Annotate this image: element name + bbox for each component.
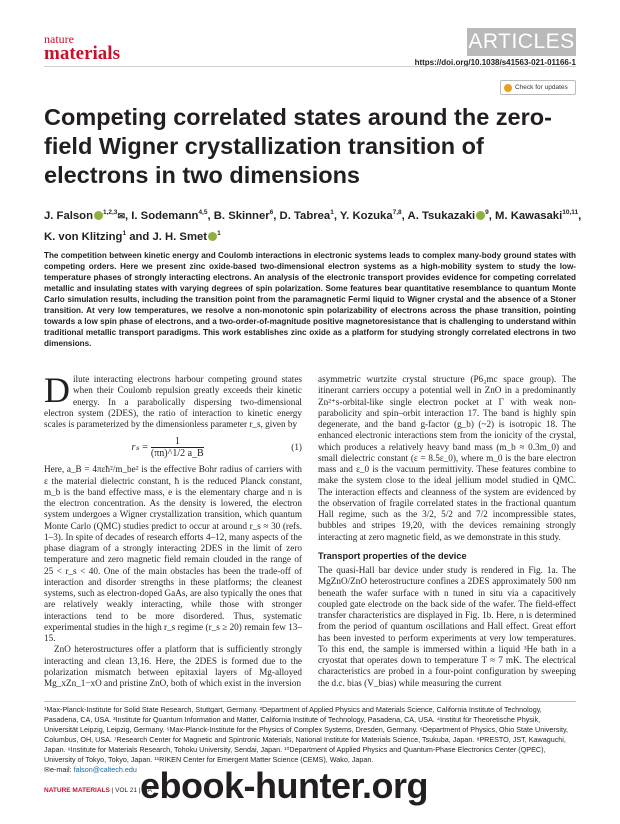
orcid-icon[interactable] [476, 211, 485, 220]
author[interactable]: , A. Tsukazaki [401, 209, 476, 222]
affiliation-sup: 1 [217, 229, 221, 237]
check-updates-icon [504, 84, 512, 92]
email-link[interactable]: falson@caltech.edu [73, 765, 137, 774]
journal-logo [44, 33, 120, 63]
check-updates-button[interactable] [500, 80, 576, 95]
check-updates-label: Check for updates [515, 84, 568, 91]
footer-volume: | VOL 21 | MA [111, 787, 153, 794]
intro-text: ilute interacting electrons harbour competing ground states when their Coulomb repulsion greatly exceeds their kinetic energy. In a parabolically dispersing two-dimensional electron system (2DES), the ratio of interaction to kinetic energy scales is parameterized by the dimensionless parameter r_s, given by [44, 374, 302, 429]
body-paragraph: ZnO heterostructures offer a platform that is sufficiently strongly interacting and clean 13,16. Here, the 2DES is formed due to the polarization mismatch between epitaxial layers of Mg-alloyed Mg_xZn_1−xO and pristine ZnO, both of which exist in the inversion [44, 644, 302, 688]
equation-denominator: (πn)^1/2 a_B [150, 447, 204, 459]
author[interactable]: , Y. Kozuka [333, 209, 393, 222]
author[interactable]: , D. Tabrea [273, 209, 331, 222]
equation-label: (1) [291, 441, 302, 452]
section-heading: Transport properties of the device [318, 550, 467, 561]
author[interactable]: , M. Kawasaki [488, 209, 563, 222]
journal-name-line1: nature [44, 32, 74, 46]
body-paragraph: Here, a_B = 4πεħ²/m_be² is the effective Bohr radius of carriers with ε the material dielectric constant, ħ is the reduced Planck constant, m_b is the band effective mass, e is the elementary charge and n is the electron concentration. As the density is lowered, the electron system undergoes a Wigner crystallization transition, which quantum Monte Carlo (QMC) studies predict to occur at around r_s ≈ 30 (refs. 1–3). In spite of decades of research efforts 4–12, many aspects of the phase diagram of a strongly interacting 2DES in the limit of zero temperature and zero magnetic field remain clouded in the range of 25 < r_s < 40. One of the main obstacles has been the trade-off of interaction and disorder strengths in these platforms; the cleanest systems, such as electron-doped GaAs, are also typically the ones that are relatively weakly interacting, while those with stronger interactions tend to be more disordered. Thus, systematic experimental studies in the high r_s regime (r_s ≥ 20) remain few 13–15. [44, 464, 302, 643]
footnote-rule [44, 701, 576, 702]
affiliation-sup: 1 [122, 229, 127, 237]
equation-body [44, 436, 291, 459]
equation-fraction [151, 436, 204, 459]
affiliation-sup: 1,2,3 [102, 209, 118, 216]
drop-cap: D [44, 370, 70, 410]
mail-icon[interactable]: ✉ [117, 210, 125, 221]
article-title: Competing correlated states around the zero-field Wigner crystallization transition of electrons in two dimensions [44, 104, 552, 188]
author[interactable]: , I. Sodemann [124, 209, 199, 222]
affiliation-sup: 7,8 [392, 209, 402, 216]
equation-1 [44, 435, 302, 459]
author-separator: , [578, 209, 582, 222]
author[interactable]: J. Falson [44, 209, 93, 222]
equation-lhs: rₛ = [131, 441, 149, 453]
author[interactable]: , B. Skinner [207, 209, 270, 222]
author-line-1 [44, 204, 584, 225]
email-label: ✉e-mail: [44, 765, 72, 774]
body-paragraph: asymmetric wurtzite crystal structure (P6₃mc space group). The itinerant carriers occupy a potential well in ZnO in a predominantly Zn²⁺s-orbital-like single electron pocket at Γ with weak non-parabolicity and spin–orbit interaction 17. The band is highly spin degenerate, and the band g-factor (g_b) (~2) is isotropic 18. The enhanced electronic interactions stem from the ionicity of the crystal, which produces a relatively heavy band mass (m_b ≈ 0.3m_0) and small dielectric constant (ε = 8.5ε_0), where m_0 is the bare electron mass and ε_0 is the vacuum permittivity. These features combine to make the system close to the ideal jellium model studied in QMC. The interaction effects and cleanness of the system are evidenced by the observation of fragile correlated states in the fractional quantum Hall regime, such as the 3/2, 5/2 and 7/2 incompressible states, bubbles and stripes 19,20, with the devices remaining strongly interacting at zero magnetic field, as we demonstrate in this study. [318, 374, 576, 542]
body-paragraph: The quasi-Hall bar device under study is rendered in Fig. 1a. The MgZnO/ZnO heterostructure confines a 2DES approximately 500 nm beneath the wafer surface with n tuned in situ via a capacitively coupled gate electrode on the back side of the wafer. The field-effect transfer characteristics are displayed in Fig. 1b. Here, n is determined from the period of quantum oscillations and Hall effect. Great effort has been invested to perform experiments at very low temperatures. To this end, the sample is immersed within a liquid ³He bath in a cryostat that operates down to temperature T ≈ 7 mK. The electrical characteristics are probed in a four-point configuration by sweeping the d.c. bias (V_bias) while measuring the current [318, 565, 576, 688]
author[interactable]: K. von Klitzing [44, 230, 123, 243]
orcid-icon[interactable] [94, 211, 103, 220]
body-column-left [44, 370, 302, 689]
header-rule [44, 66, 576, 67]
doi-link[interactable]: https://doi.org/10.1038/s41563-021-01166-1 [414, 58, 576, 67]
author-list [44, 204, 584, 246]
affiliation-sup: 10,11 [562, 209, 579, 216]
journal-name-line2: materials [44, 43, 120, 64]
abstract: The competition between kinetic energy and Coulomb interactions in electronic systems leads to complex many-body ground states with competing orders. Here we present zinc oxide-based two-dimensional electron systems as a high-mobility system to study the low-temperature phases of strongly interacting electrons. An analysis of the electronic transport provides evidence for competing correlated metallic and insulating states with varying degrees of spin polarization. Some features bear quantitative resemblance to quantum Monte Carlo simulation results, including the transition point from the paramagnetic Fermi liquid to Wigner crystal and the absence of a Stoner transition. At very low temperatures, we resolve a non-monotonic spin polarizability of electrons across the phase transition, pointing towards a low spin phase of electrons, and a two-order-of-magnitude positive magnetoresistance that is challenging to understand within traditional metallic transport paradigms. This work establishes zinc oxide as a platform for studying strongly correlated electrons in two dimensions. [44, 251, 576, 349]
watermark: ebook-hunter.org [140, 765, 428, 806]
intro-paragraph [44, 370, 302, 430]
footer-journal: NATURE MATERIALS [44, 787, 110, 794]
affiliation-sup: 4,5 [198, 209, 208, 216]
affiliation-sup: 1 [330, 209, 334, 216]
orcid-icon[interactable] [208, 232, 217, 241]
body-column-right [318, 374, 576, 689]
affiliation-sup: 9 [485, 209, 489, 216]
affiliation-sup: 6 [269, 209, 274, 216]
equation-numerator: 1 [151, 436, 204, 448]
author[interactable]: and J. H. Smet [126, 230, 208, 243]
section-label: ARTICLES [467, 28, 576, 56]
author-line-2 [44, 225, 584, 246]
affiliation-text: ¹Max-Planck-Institute for Solid State Research, Stuttgart, Germany. ²Department of Applied Physics and Materials Science, California Institute of Technology, Pasadena, CA, USA. ³Institute for Quantum Information and Matter, California Institute of Technology, Pasadena, CA, USA. ⁴Institut für Theoretische Physik, Universität Leipzig, Leipzig, Germany. ⁵Max-Planck-Institute for the Physics of Complex Systems, Dresden, Germany. ⁶Department of Physics, Ohio State University, Columbus, OH, USA. ⁷Research Center for Magnetic and Spintronic Materials, National Institute for Materials Science, Tsukuba, Japan. ⁸PRESTO, JST, Kawaguchi, Japan. ⁹Institute for Materials Research, Tohoku University, Sendai, Japan. ¹⁰Department of Applied Physics and Quantum-Phase Electronics Center (QPEC), University of Tokyo, Tokyo, Japan. ¹¹RIKEN Center for Emergent Matter Science (CEMS), Wako, Japan. [44, 705, 569, 764]
